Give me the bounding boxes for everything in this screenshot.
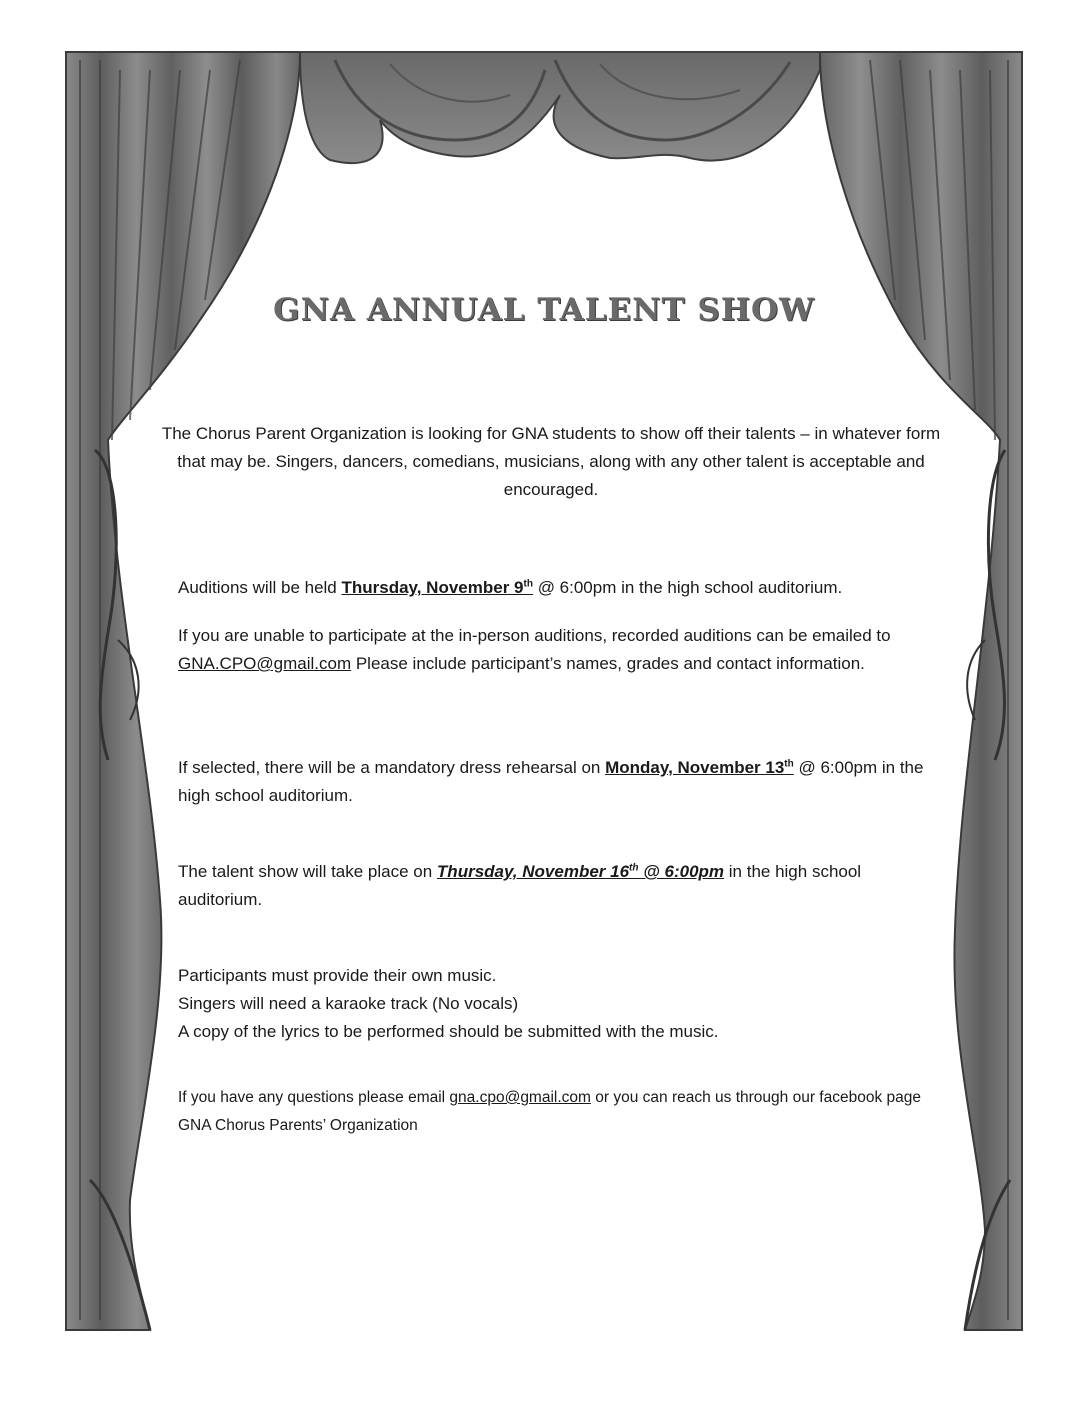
flyer-title: GNA ANNUAL TALENT SHOW: [273, 292, 815, 328]
recorded-auditions-paragraph: [178, 622, 948, 678]
intro-paragraph: The Chorus Parent Organization is looking for GNA students to show off their talents – in whatever form that may be. Singers, dancers, comedians, musicians, along with any other talent is acceptable and encouraged.: [161, 424, 941, 499]
contact-suffix: or you can reach us through our facebook page GNA Chorus Parents’ Organization: [178, 1089, 921, 1134]
show-date: Thursday, November 16th @ 6:00pm: [436, 862, 725, 881]
music-note-item: Participants must provide their own music.: [178, 966, 497, 985]
rehearsal-date: Monday, November 13th: [605, 758, 794, 777]
auditions-date: Thursday, November 9th: [341, 578, 533, 597]
music-note-item: A copy of the lyrics to be performed should be submitted with the music.: [178, 1022, 719, 1041]
show-prefix: The talent show will take place on: [178, 862, 437, 881]
rehearsal-paragraph: [178, 754, 948, 810]
curtain-valance: [300, 52, 820, 163]
auditions-suffix: @ 6:00pm in the high school auditorium.: [532, 578, 843, 597]
auditions-prefix: Auditions will be held: [178, 578, 342, 597]
rehearsal-suffix: @ 6:00pm in the high school auditorium.: [178, 758, 924, 805]
show-paragraph: [178, 858, 948, 914]
rehearsal-prefix: If selected, there will be a mandatory dress rehearsal on: [178, 758, 606, 777]
contact-email-link[interactable]: gna.cpo@gmail.com: [449, 1089, 591, 1106]
cpo-email-link[interactable]: GNA.CPO@gmail.com: [178, 654, 352, 673]
auditions-paragraph: [178, 574, 948, 602]
music-notes: [178, 962, 948, 1046]
show-suffix: in the high school auditorium.: [178, 862, 862, 909]
contact-paragraph: [178, 1084, 948, 1140]
recorded-suffix: Please include participant’s names, grades and contact information.: [351, 654, 865, 673]
recorded-prefix: If you are unable to participate at the in-person auditions, recorded auditions can be emailed to: [178, 626, 891, 645]
contact-prefix: If you have any questions please email: [178, 1089, 450, 1106]
music-note-item: Singers will need a karaoke track (No vocals): [178, 994, 519, 1013]
